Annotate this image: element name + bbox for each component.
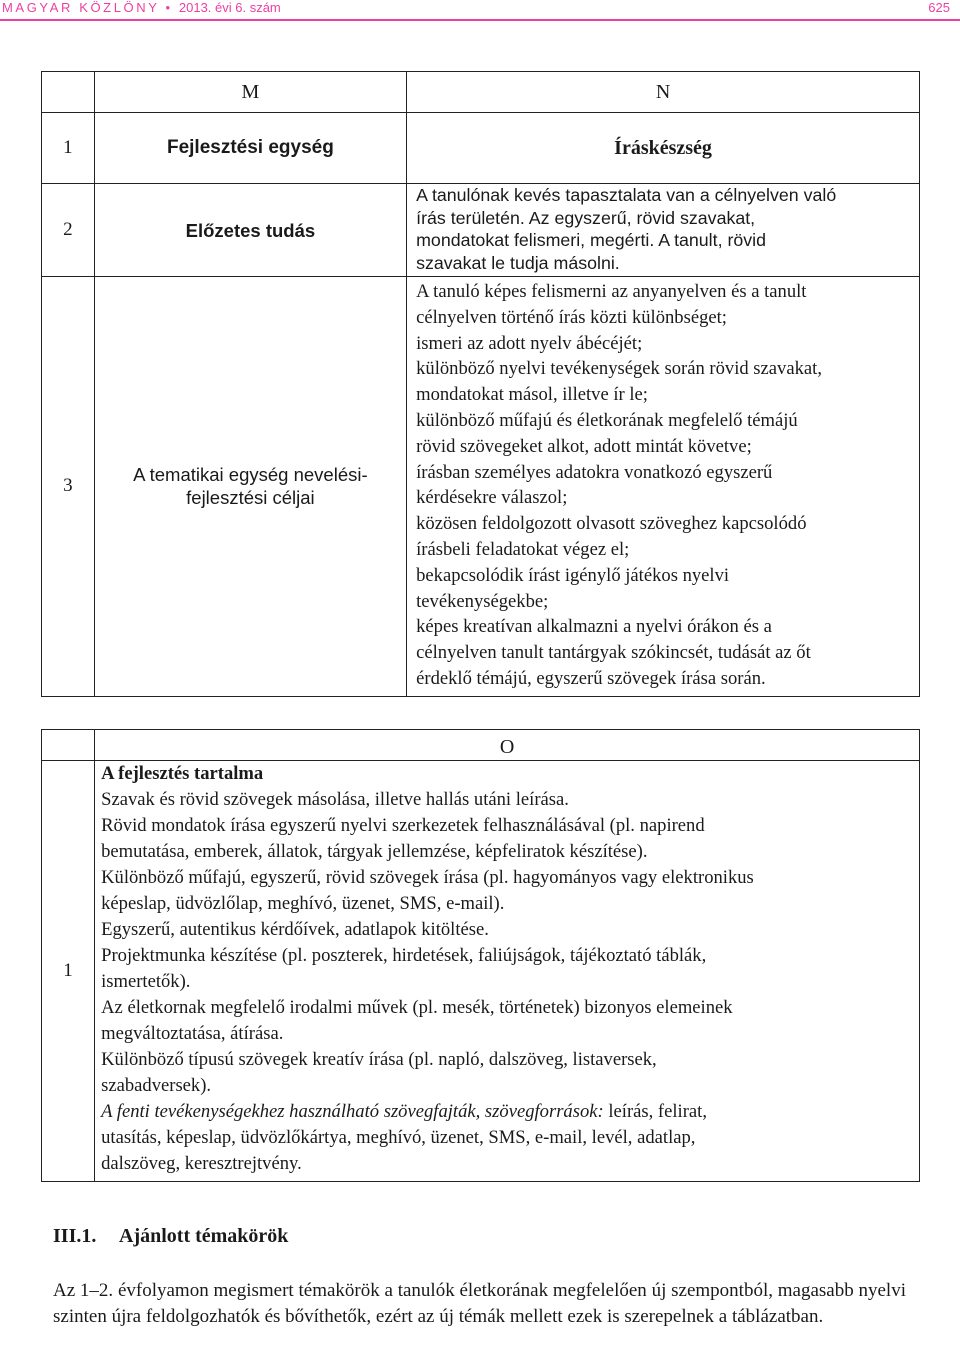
table-header-row: [42, 72, 920, 113]
goals-table: [41, 71, 920, 697]
text-line: utasítás, képeslap, üdvözlőkártya, meghívó, üzenet, SMS, e-mail, levél, adatlap,: [101, 1127, 696, 1148]
text-line: különböző nyelvi tevékenységek során rövid szavakat,: [416, 358, 822, 380]
section-number: III.1.: [53, 1225, 97, 1247]
row-number: 1: [42, 761, 95, 1182]
text-line: mondatokat másol, illetve ír le;: [416, 384, 648, 406]
column-n-header: N: [407, 72, 920, 113]
bullet-separator: •: [165, 0, 173, 15]
text-line: Egyszerű, autentikus kérdőívek, adatlapok kitöltése.: [101, 919, 489, 940]
table-header-row: [42, 730, 920, 761]
text-line: közösen feldolgozott olvasott szöveghez kapcsolódó: [416, 513, 807, 535]
label-line: A tematikai egység nevelési-: [133, 464, 368, 486]
row-number: 3: [42, 277, 95, 697]
row-number: 2: [42, 184, 95, 277]
section-paragraph: Az 1–2. évfolyamon megismert témakörök a tanulók életkorának megfelelően új szempontból, magasabb nyelvi szinten újra feldolgozhatók és bővíthetők, ezért az új témák mellett ezek is szerepelnek a táblázatban.: [53, 1280, 906, 1327]
text-line: írásban személyes adatokra vonatkozó egyszerű: [416, 461, 773, 483]
text-line: célnyelven tanult tantárgyak szókincsét, tudását az őt: [416, 642, 811, 664]
row-number: 1: [42, 113, 95, 184]
empty-corner-cell: [42, 730, 95, 761]
text-line: bemutatása, emberek, állatok, tárgyak jellemzése, képfeliratok készítése).: [101, 841, 648, 862]
column-o-header: O: [95, 730, 920, 761]
label-line: fejlesztési céljai: [186, 487, 315, 509]
row-value: Íráskészség: [407, 113, 920, 184]
text-line: Különböző típusú szövegek kreatív írása (pl. napló, dalszöveg, listaversek,: [101, 1049, 657, 1070]
table-row: [42, 761, 920, 1182]
running-header: [2, 0, 281, 15]
table-row: [42, 113, 920, 184]
italic-lead: A fenti tevékenységekhez használható szövegfajták, szövegforrások:: [101, 1101, 604, 1122]
header-rule: [0, 19, 960, 21]
row-value: [407, 277, 920, 697]
text-line: írás területén. Az egyszerű, rövid szavakat,: [416, 207, 756, 228]
table-row: [42, 184, 920, 277]
text-line: Rövid mondatok írása egyszerű nyelvi szerkezetek felhasználásával (pl. napirend: [101, 815, 705, 836]
text-line: érdeklő témájú, egyszerű szövegek írása során.: [416, 667, 766, 689]
text-line: rövid szövegeket alkot, adott mintát követve;: [416, 435, 752, 457]
section-heading: [53, 1225, 288, 1248]
row-label: Előzetes tudás: [94, 184, 406, 277]
text-tail: leírás, felirat,: [603, 1101, 707, 1122]
text-line: szavakat le tudja másolni.: [416, 252, 620, 273]
table-row: [42, 277, 920, 697]
text-line: képes kreatívan alkalmazni a nyelvi órákon és a: [416, 616, 772, 638]
content-heading: A fejlesztés tartalma: [101, 763, 264, 784]
text-line: képeslap, üdvözlőlap, meghívó, üzenet, SMS, e-mail).: [101, 893, 505, 914]
column-m-header: M: [94, 72, 406, 113]
page-header: [0, 0, 960, 20]
text-line: célnyelven történő írás közti különbséget;: [416, 306, 727, 328]
content-cell: [95, 761, 920, 1182]
text-line: mondatokat felismeri, megérti. A tanult, rövid: [416, 230, 766, 250]
text-line: Különböző műfajú, egyszerű, rövid szövegek írása (pl. hagyományos vagy elektronikus: [101, 867, 754, 888]
row-label: [94, 277, 406, 697]
content-table: [41, 729, 920, 1182]
text-line: különböző műfajú és életkorának megfelelő témájú: [416, 409, 798, 431]
text-line: A tanulónak kevés tapasztalata van a célnyelven való: [416, 185, 837, 205]
page-number: 625: [928, 0, 950, 15]
text-line: megváltoztatása, átírása.: [101, 1023, 284, 1044]
row-value: [407, 184, 920, 277]
row-label: Fejlesztési egység: [94, 113, 406, 184]
text-line: A tanuló képes felismerni az anyanyelven és a tanult: [416, 281, 807, 302]
text-line: Projektmunka készítése (pl. poszterek, hirdetések, faliújságok, tájékoztató táblák,: [101, 945, 707, 966]
text-line: szabadversek).: [101, 1075, 212, 1096]
issue-label: 2013. évi 6. szám: [178, 0, 281, 15]
text-line: Szavak és rövid szövegek másolása, illetve hallás utáni leírása.: [101, 789, 569, 810]
empty-corner-cell: [42, 72, 95, 113]
text-line: kérdésekre válaszol;: [416, 487, 568, 509]
text-line: [101, 1099, 913, 1125]
section-title: Ajánlott témakörök: [119, 1225, 289, 1247]
text-line: bekapcsolódik írást igénylő játékos nyelvi: [416, 564, 730, 586]
publication-name: MAGYAR KÖZLÖNY: [2, 0, 160, 15]
text-line: dalszöveg, keresztrejtvény.: [101, 1153, 302, 1174]
text-line: írásbeli feladatokat végez el;: [416, 538, 630, 560]
text-line: Az életkornak megfelelő irodalmi művek (pl. mesék, történetek) bizonyos elemeinek: [101, 997, 733, 1018]
text-line: ismertetők).: [101, 971, 191, 992]
text-line: ismeri az adott nyelv ábécéjét;: [416, 332, 643, 354]
text-line: tevékenységekbe;: [416, 590, 549, 612]
